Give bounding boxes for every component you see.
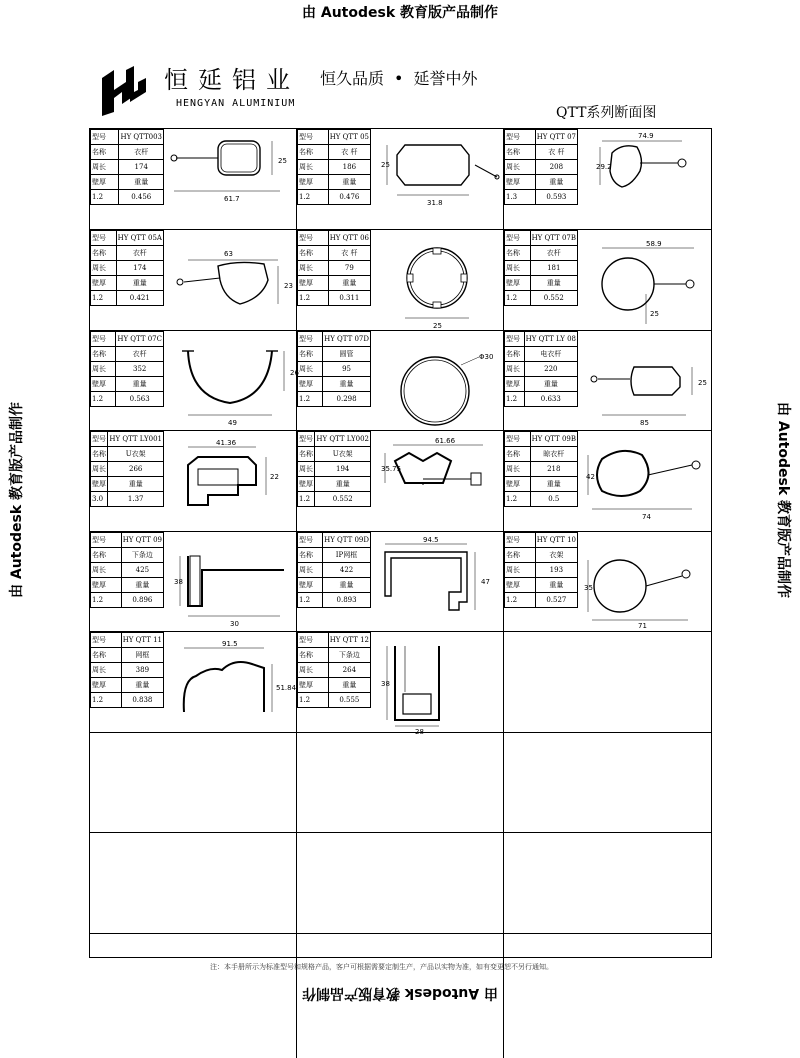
profile-section-diagram	[168, 536, 294, 628]
name-value: 下条边	[121, 548, 163, 563]
weight-value: 0.527	[535, 593, 577, 608]
dimension-label: 23	[284, 282, 293, 290]
dimension-label: 25	[650, 310, 659, 318]
thickness-label: 壁厚	[298, 578, 323, 593]
thickness-value: 1.2	[91, 392, 116, 407]
perimeter-value: 218	[530, 462, 577, 477]
name-value: U衣架	[315, 447, 371, 462]
profile-section-diagram	[168, 234, 294, 326]
thickness-label: 壁厚	[505, 377, 525, 392]
profile-grid	[89, 128, 712, 958]
profile-section-diagram	[168, 133, 294, 225]
model-value: HY QTT 09B	[530, 432, 577, 447]
model-value: HY QTT 07C	[116, 332, 164, 347]
thickness-value: 1.2	[91, 693, 122, 708]
profile-cell	[90, 733, 297, 833]
profile-cell	[504, 934, 711, 1058]
name-value: 衣杆	[116, 347, 164, 362]
perimeter-label: 周长	[91, 362, 116, 377]
watermark-right: 由 Autodesk 教育版产品制作	[775, 401, 791, 599]
model-value: HY QTT003	[119, 130, 164, 145]
model-value: HY QTT LY002	[315, 432, 371, 447]
dimension-label: 91.5	[222, 640, 238, 648]
perimeter-label: 周长	[91, 462, 108, 477]
spec-table	[90, 431, 164, 507]
thickness-label: 壁厚	[91, 477, 108, 492]
weight-value: 0.593	[535, 190, 577, 205]
company-english-name: HENGYAN ALUMINIUM	[176, 98, 296, 109]
profile-section-diagram	[375, 133, 501, 225]
dimension-label: 30	[230, 620, 239, 628]
spec-table	[297, 230, 371, 306]
thickness-value: 1.2	[505, 392, 525, 407]
model-label: 型号	[91, 432, 108, 447]
name-value: IP网框	[323, 548, 371, 563]
dimension-label: 25	[698, 379, 707, 387]
profile-cell	[297, 833, 504, 934]
model-label: 型号	[91, 130, 119, 145]
name-label: 名称	[505, 548, 536, 563]
profile-cell	[297, 230, 504, 331]
dimension-label: 35.75	[381, 465, 402, 473]
name-value: 圆管	[323, 347, 371, 362]
thickness-value: 1.2	[298, 190, 329, 205]
thickness-value: 1.2	[505, 492, 531, 507]
perimeter-value: 194	[315, 462, 371, 477]
thickness-label: 壁厚	[91, 678, 122, 693]
company-slogan	[320, 66, 477, 89]
profile-drawing	[168, 636, 297, 728]
name-label: 名称	[298, 548, 323, 563]
watermark-top: 由 Autodesk 教育版产品制作	[301, 5, 499, 21]
dimension-label: 38	[174, 578, 183, 586]
weight-value: 0.563	[116, 392, 164, 407]
name-label: 名称	[298, 447, 315, 462]
profile-cell	[504, 331, 711, 431]
name-value: 衣 杆	[535, 145, 577, 160]
profile-cell	[504, 431, 711, 532]
weight-label: 重量	[116, 377, 164, 392]
profile-section-diagram	[375, 536, 501, 628]
thickness-label: 壁厚	[298, 377, 323, 392]
model-label: 型号	[298, 332, 323, 347]
dimension-label: 25	[433, 322, 442, 330]
profile-cell	[90, 129, 297, 230]
profile-section-diagram	[582, 335, 708, 427]
weight-value: 0.311	[328, 291, 370, 306]
profile-cell	[297, 632, 504, 736]
thickness-label: 壁厚	[298, 678, 329, 693]
dimension-label: 71	[638, 622, 647, 630]
name-label: 名称	[91, 447, 108, 462]
profile-drawing	[582, 335, 708, 427]
profile-drawing	[375, 536, 501, 628]
name-label: 名称	[298, 347, 323, 362]
perimeter-value: 174	[116, 261, 163, 276]
profile-section-diagram	[168, 636, 297, 728]
weight-label: 重量	[116, 276, 163, 291]
perimeter-value: 95	[323, 362, 371, 377]
profile-section-diagram	[168, 435, 294, 527]
model-label: 型号	[298, 231, 329, 246]
name-value: 电衣杆	[524, 347, 577, 362]
dimension-label: 25	[278, 157, 287, 165]
model-label: 型号	[298, 432, 315, 447]
dimension-label: 35	[584, 584, 593, 592]
model-label: 型号	[505, 130, 536, 145]
perimeter-value: 181	[530, 261, 577, 276]
spec-table	[297, 129, 371, 205]
profile-section-diagram	[168, 335, 299, 427]
profile-section-diagram	[375, 636, 501, 736]
name-label: 名称	[91, 648, 122, 663]
perimeter-value: 208	[535, 160, 577, 175]
spec-table	[297, 331, 371, 407]
dimension-label: 63	[224, 250, 233, 258]
name-label: 名称	[91, 347, 116, 362]
profile-section-diagram	[375, 234, 501, 330]
perimeter-label: 周长	[298, 663, 329, 678]
profile-cell	[90, 632, 297, 733]
profile-cell	[297, 934, 504, 1058]
thickness-value: 1.3	[505, 190, 536, 205]
thickness-label: 壁厚	[505, 175, 536, 190]
name-value: U衣架	[108, 447, 164, 462]
profile-cell	[297, 733, 504, 833]
weight-label: 重量	[121, 578, 163, 593]
dimension-label: 38	[381, 680, 390, 688]
dimension-label: 61.66	[435, 437, 456, 445]
dimension-label: 85	[640, 419, 649, 427]
profile-drawing	[375, 636, 501, 736]
dimension-label: 25	[381, 161, 390, 169]
thickness-value: 1.2	[298, 593, 323, 608]
weight-label: 重量	[119, 175, 164, 190]
dimension-label: Φ30	[479, 353, 494, 361]
name-value: 衣架	[535, 548, 577, 563]
weight-label: 重量	[535, 578, 577, 593]
name-value: 网框	[121, 648, 163, 663]
profile-drawing	[582, 234, 708, 326]
weight-value: 0.838	[121, 693, 163, 708]
profile-section-diagram	[582, 133, 708, 225]
perimeter-label: 周长	[505, 362, 525, 377]
dimension-label: 61.7	[224, 195, 240, 203]
perimeter-value: 266	[108, 462, 164, 477]
profile-cell	[504, 532, 711, 632]
weight-label: 重量	[323, 578, 371, 593]
name-value: 衣杆	[119, 145, 164, 160]
watermark-left: 由 Autodesk 教育版产品制作	[9, 401, 25, 599]
name-value: 衣杆	[116, 246, 163, 261]
weight-value: 0.298	[323, 392, 371, 407]
profile-section-diagram	[582, 536, 708, 628]
name-label: 名称	[91, 145, 119, 160]
thickness-label: 壁厚	[91, 377, 116, 392]
name-value: 衣 杆	[328, 145, 370, 160]
thickness-value: 1.2	[505, 291, 531, 306]
model-value: HY QTT 12	[328, 633, 370, 648]
name-value: 衣杆	[530, 246, 577, 261]
profile-cell	[90, 431, 297, 532]
weight-value: 0.896	[121, 593, 163, 608]
model-label: 型号	[91, 332, 116, 347]
name-label: 名称	[91, 548, 122, 563]
watermark-bottom: 由 Autodesk 教育版产品制作	[301, 985, 499, 1001]
thickness-value: 1.2	[298, 492, 315, 507]
weight-value: 0.893	[323, 593, 371, 608]
model-label: 型号	[505, 533, 536, 548]
spec-table	[504, 532, 578, 608]
weight-label: 重量	[121, 678, 163, 693]
thickness-value: 1.2	[298, 693, 329, 708]
profile-cell	[297, 532, 504, 632]
spec-table	[504, 230, 578, 306]
weight-label: 重量	[315, 477, 371, 492]
weight-label: 重量	[535, 175, 577, 190]
weight-label: 重量	[323, 377, 371, 392]
model-value: HY QTT 06	[328, 231, 370, 246]
perimeter-label: 周长	[505, 261, 531, 276]
perimeter-label: 周长	[298, 160, 329, 175]
perimeter-label: 周长	[505, 563, 536, 578]
weight-value: 0.456	[119, 190, 164, 205]
profile-drawing	[168, 133, 294, 225]
perimeter-value: 264	[328, 663, 370, 678]
series-title: QTT系列断面图	[556, 105, 657, 121]
name-value: 晾衣杆	[530, 447, 577, 462]
name-label: 名称	[298, 246, 329, 261]
weight-label: 重量	[524, 377, 577, 392]
name-label: 名称	[505, 246, 531, 261]
name-label: 名称	[505, 347, 525, 362]
dimension-label: 74.9	[638, 132, 654, 140]
weight-label: 重量	[328, 276, 370, 291]
name-value: 衣 杆	[328, 246, 370, 261]
name-label: 名称	[505, 447, 531, 462]
name-label: 名称	[298, 648, 329, 663]
spec-table	[504, 331, 578, 407]
name-value: 下条边	[328, 648, 370, 663]
profile-drawing	[168, 435, 294, 527]
profile-drawing	[582, 133, 708, 225]
profile-cell	[90, 230, 297, 331]
model-label: 型号	[298, 533, 323, 548]
profile-section-diagram	[375, 335, 501, 427]
spec-table	[297, 431, 371, 507]
spec-table	[297, 632, 371, 708]
model-value: HY QTT 10	[535, 533, 577, 548]
perimeter-label: 周长	[505, 462, 531, 477]
slogan-part-a: 恒久品质	[320, 69, 385, 88]
spec-table	[504, 431, 578, 507]
dimension-label: 47	[481, 578, 490, 586]
dimension-label: 51.84	[276, 684, 297, 692]
spec-table	[90, 331, 164, 407]
weight-value: 0.552	[315, 492, 371, 507]
profile-cell	[90, 532, 297, 632]
perimeter-label: 周长	[298, 261, 329, 276]
dimension-label: 28	[415, 728, 424, 736]
model-value: HY QTT 09D	[323, 533, 371, 548]
thickness-label: 壁厚	[298, 276, 329, 291]
weight-label: 重量	[530, 477, 577, 492]
perimeter-label: 周长	[298, 563, 323, 578]
profile-drawing	[375, 435, 501, 527]
profile-cell	[90, 331, 297, 431]
name-label: 名称	[505, 145, 536, 160]
perimeter-value: 186	[328, 160, 370, 175]
name-label: 名称	[91, 246, 117, 261]
name-label: 名称	[298, 145, 329, 160]
spec-table	[90, 532, 164, 608]
profile-drawing	[375, 234, 501, 330]
thickness-value: 1.2	[91, 593, 122, 608]
model-label: 型号	[505, 432, 531, 447]
slogan-dot: •	[394, 69, 404, 88]
spec-table	[90, 632, 164, 708]
profile-section-diagram	[582, 435, 708, 527]
profile-cell	[90, 934, 297, 1058]
weight-value: 0.476	[328, 190, 370, 205]
model-label: 型号	[505, 231, 531, 246]
dimension-label: 31.8	[427, 199, 443, 207]
dimension-label: 49	[228, 419, 237, 427]
model-value: HY QTT 05A	[116, 231, 163, 246]
weight-value: 0.555	[328, 693, 370, 708]
profile-cell	[504, 733, 711, 833]
model-value: HY QTT 07D	[323, 332, 371, 347]
dimension-label: 22	[270, 473, 279, 481]
weight-label: 重量	[328, 678, 370, 693]
model-label: 型号	[298, 130, 329, 145]
perimeter-value: 79	[328, 261, 370, 276]
weight-value: 0.421	[116, 291, 163, 306]
thickness-label: 壁厚	[91, 175, 119, 190]
thickness-value: 1.2	[298, 291, 329, 306]
perimeter-value: 352	[116, 362, 164, 377]
perimeter-value: 193	[535, 563, 577, 578]
perimeter-value: 174	[119, 160, 164, 175]
profile-drawing	[168, 536, 294, 628]
slogan-part-b: 延誉中外	[413, 69, 478, 88]
perimeter-value: 389	[121, 663, 163, 678]
model-value: HY QTT 07	[535, 130, 577, 145]
weight-value: 0.5	[530, 492, 577, 507]
thickness-label: 壁厚	[298, 175, 329, 190]
spec-table	[90, 230, 164, 306]
thickness-value: 1.2	[91, 190, 119, 205]
perimeter-label: 周长	[91, 261, 117, 276]
weight-label: 重量	[108, 477, 164, 492]
spec-table	[504, 129, 578, 205]
dimension-label: 94.5	[423, 536, 439, 544]
dimension-label: 29.2	[596, 163, 612, 171]
dimension-label: 26	[290, 369, 299, 377]
model-label: 型号	[505, 332, 525, 347]
company-name: 恒延铝业	[164, 66, 300, 94]
dimension-label: 74	[642, 513, 651, 521]
dimension-label: 41.36	[216, 439, 237, 447]
spec-table	[297, 532, 371, 608]
thickness-label: 壁厚	[298, 477, 315, 492]
perimeter-value: 422	[323, 563, 371, 578]
weight-label: 重量	[530, 276, 577, 291]
weight-value: 1.37	[108, 492, 164, 507]
profile-drawing	[582, 435, 708, 527]
profile-drawing	[375, 133, 501, 225]
model-label: 型号	[91, 533, 122, 548]
perimeter-value: 425	[121, 563, 163, 578]
profile-drawing	[375, 335, 501, 427]
profile-section-diagram	[582, 234, 708, 326]
weight-value: 0.633	[524, 392, 577, 407]
spec-table	[90, 129, 164, 205]
model-value: HY QTT 05	[328, 130, 370, 145]
perimeter-value: 220	[524, 362, 577, 377]
thickness-label: 壁厚	[91, 578, 122, 593]
profile-section-diagram	[375, 435, 501, 527]
perimeter-label: 周长	[91, 663, 122, 678]
profile-cell	[297, 331, 504, 431]
profile-drawing	[168, 234, 294, 326]
profile-drawing	[582, 536, 708, 628]
perimeter-label: 周长	[298, 462, 315, 477]
thickness-label: 壁厚	[505, 276, 531, 291]
perimeter-label: 周长	[91, 160, 119, 175]
perimeter-label: 周长	[505, 160, 536, 175]
weight-value: 0.552	[530, 291, 577, 306]
thickness-label: 壁厚	[505, 578, 536, 593]
thickness-label: 壁厚	[505, 477, 531, 492]
company-logo	[100, 66, 148, 116]
dimension-label: 42	[586, 473, 595, 481]
profile-cell	[504, 632, 711, 733]
thickness-label: 壁厚	[91, 276, 117, 291]
dimension-label: 58.9	[646, 240, 662, 248]
footnote: 注：本手册所示为标准型号和规格产品，客户可根据需要定制生产，产品以实物为准，如有变更恕不另行通知。	[210, 963, 553, 971]
model-value: HY QTT 09	[121, 533, 163, 548]
model-label: 型号	[91, 231, 117, 246]
profile-cell	[90, 833, 297, 934]
profile-cell	[297, 431, 504, 532]
model-value: HY QTT LY001	[108, 432, 164, 447]
model-label: 型号	[298, 633, 329, 648]
model-label: 型号	[91, 633, 122, 648]
thickness-value: 1.2	[91, 291, 117, 306]
model-value: HY QTT 11	[121, 633, 163, 648]
model-value: HY QTT LY 08	[524, 332, 577, 347]
profile-cell	[504, 129, 711, 230]
model-value: HY QTT 07B	[530, 231, 577, 246]
profile-cell	[504, 833, 711, 934]
thickness-value: 1.2	[505, 593, 536, 608]
thickness-value: 1.2	[298, 392, 323, 407]
perimeter-label: 周长	[91, 563, 122, 578]
profile-drawing	[168, 335, 299, 427]
weight-label: 重量	[328, 175, 370, 190]
perimeter-label: 周长	[298, 362, 323, 377]
profile-cell	[297, 129, 504, 230]
thickness-value: 3.0	[91, 492, 108, 507]
profile-cell	[504, 230, 711, 331]
